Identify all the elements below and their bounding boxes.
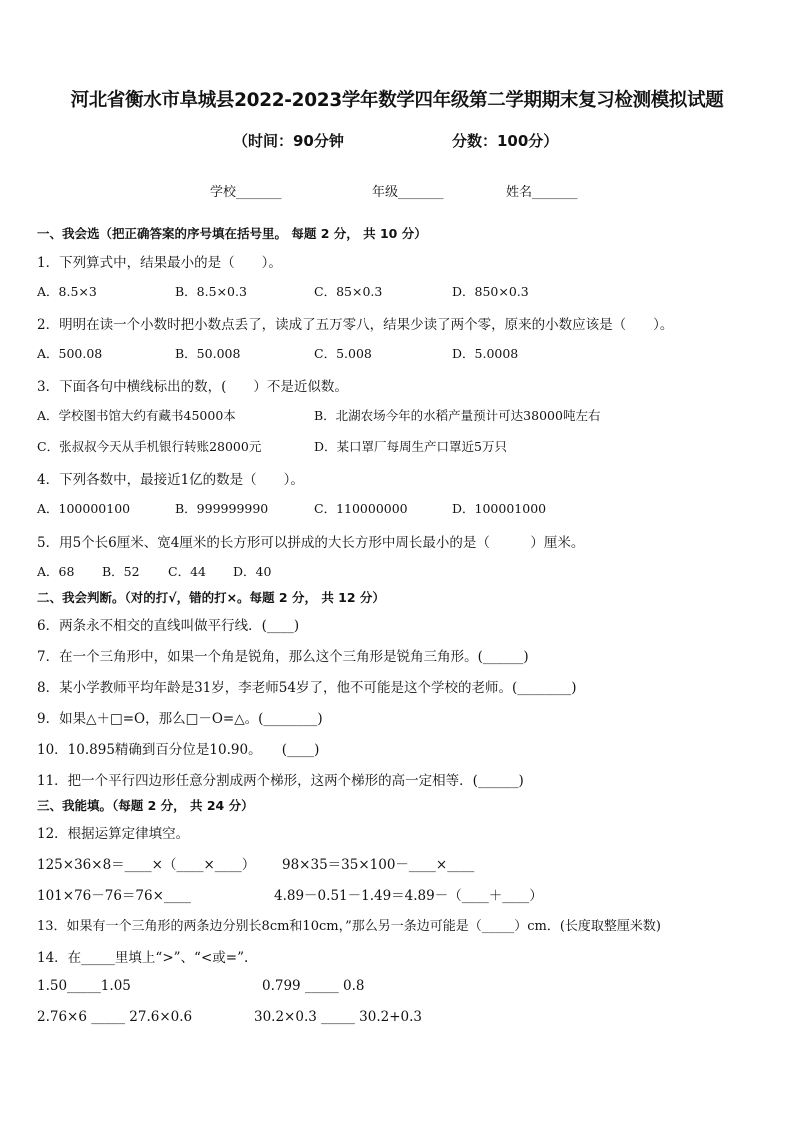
q12-line-2: 98×35＝35×100－____×____ [282,857,475,873]
q14-line-2: 0.799 _____ 0.8 [262,978,365,994]
question-3: 3．下面各句中横线标出的数，( ）不是近似数。 [37,379,348,395]
question-2: 2．明明在读一个小数时把小数点丢了，读成了五万零八，结果少读了两个零，原来的小数应该是（ ）。 [37,317,674,333]
option-5d: D．40 [233,564,272,579]
option-4c: C．110000000 [314,501,408,516]
option-1b: B．8.5×0.3 [175,284,247,299]
option-4b: B．999999990 [175,501,269,516]
option-5b: B．52 [102,564,140,579]
option-4a: A．100000100 [37,501,131,516]
school-field: 学校_______ [210,185,282,200]
question-8: 8．某小学教师平均年龄是31岁，李老师54岁了，他不可能是这个学校的老师。(________) [37,680,577,696]
question-14: 14．在_____里填上“>”、“<或=”. [37,950,249,966]
question-5: 5．用5个长6厘米、宽4厘米的长方形可以拼成的大长方形中周长最小的是（ ）厘米。 [37,535,585,551]
option-2b: B．50.008 [175,346,241,361]
question-7: 7．在一个三角形中，如果一个角是锐角，那么这个三角形是锐角三角形。(______) [37,649,529,665]
question-4: 4．下列各数中，最接近1亿的数是（ ）。 [37,472,304,488]
q12-line-4: 4.89－0.51－1.49＝4.89－（____＋____） [274,888,543,904]
option-4d: D．100001000 [452,501,547,516]
grade-field: 年级_______ [372,185,444,200]
q12-line-3: 101×76－76＝76×____ [37,888,191,904]
option-2d: D．5.0008 [452,346,519,361]
question-12: 12．根据运算定律填空。 [37,826,190,842]
question-9: 9．如果△＋□=O，那么□－O=△。(________) [37,711,323,727]
question-11: 11．把一个平行四边形任意分割成两个梯形，这两个梯形的高一定相等．(______) [37,773,524,789]
q12-line-1: 125×36×8＝____×（____×____） [37,857,256,873]
option-2c: C．5.008 [314,346,372,361]
exam-score: 分数：100分） [452,132,559,150]
q14-line-1: 1.50_____1.05 [37,978,131,994]
exam-title: 河北省衡水市阜城县2022-2023学年数学四年级第二学期期末复习检测模拟试题 [70,90,724,111]
section-heading-judge: 二、我会判断。（对的打√，错的打×。每题 2 分， 共 12 分） [37,590,385,605]
option-3c: C．张叔叔今天从手机银行转账28000元 [37,439,262,454]
option-3d: D．某口罩厂每周生产口罩近5万只 [314,439,507,454]
option-3a: A．学校图书馆大约有藏书45000本 [37,408,236,423]
question-6: 6．两条永不相交的直线叫做平行线．(____) [37,618,300,634]
section-heading-choice: 一、我会选（把正确答案的序号填在括号里。 每题 2 分， 共 10 分） [37,226,427,241]
q14-line-4: 30.2×0.3 _____ 30.2+0.3 [254,1009,423,1025]
option-3b: B．北湖农场今年的水稻产量预计可达38000吨左右 [314,408,601,423]
option-5c: C．44 [168,564,206,579]
section-heading-fill: 三、我能填。（每题 2 分， 共 24 分） [37,798,254,813]
exam-time: （时间：90分钟 [233,132,344,150]
question-10: 10．10.895精确到百分位是10.90。 (____) [37,742,320,758]
name-field: 姓名_______ [506,185,578,200]
option-5a: A．68 [37,564,75,579]
option-1d: D．850×0.3 [452,284,529,299]
option-2a: A．500.08 [37,346,103,361]
question-13: 13．如果有一个三角形的两条边分别长8cm和10cm，”那么另一条边可能是（_____）cm．(长度取整厘米数) [37,919,661,934]
question-1: 1．下列算式中，结果最小的是（ ）。 [37,255,282,271]
option-1a: A．8.5×3 [37,284,97,299]
q14-line-3: 2.76×6 _____ 27.6×0.6 [37,1009,193,1025]
option-1c: C．85×0.3 [314,284,383,299]
